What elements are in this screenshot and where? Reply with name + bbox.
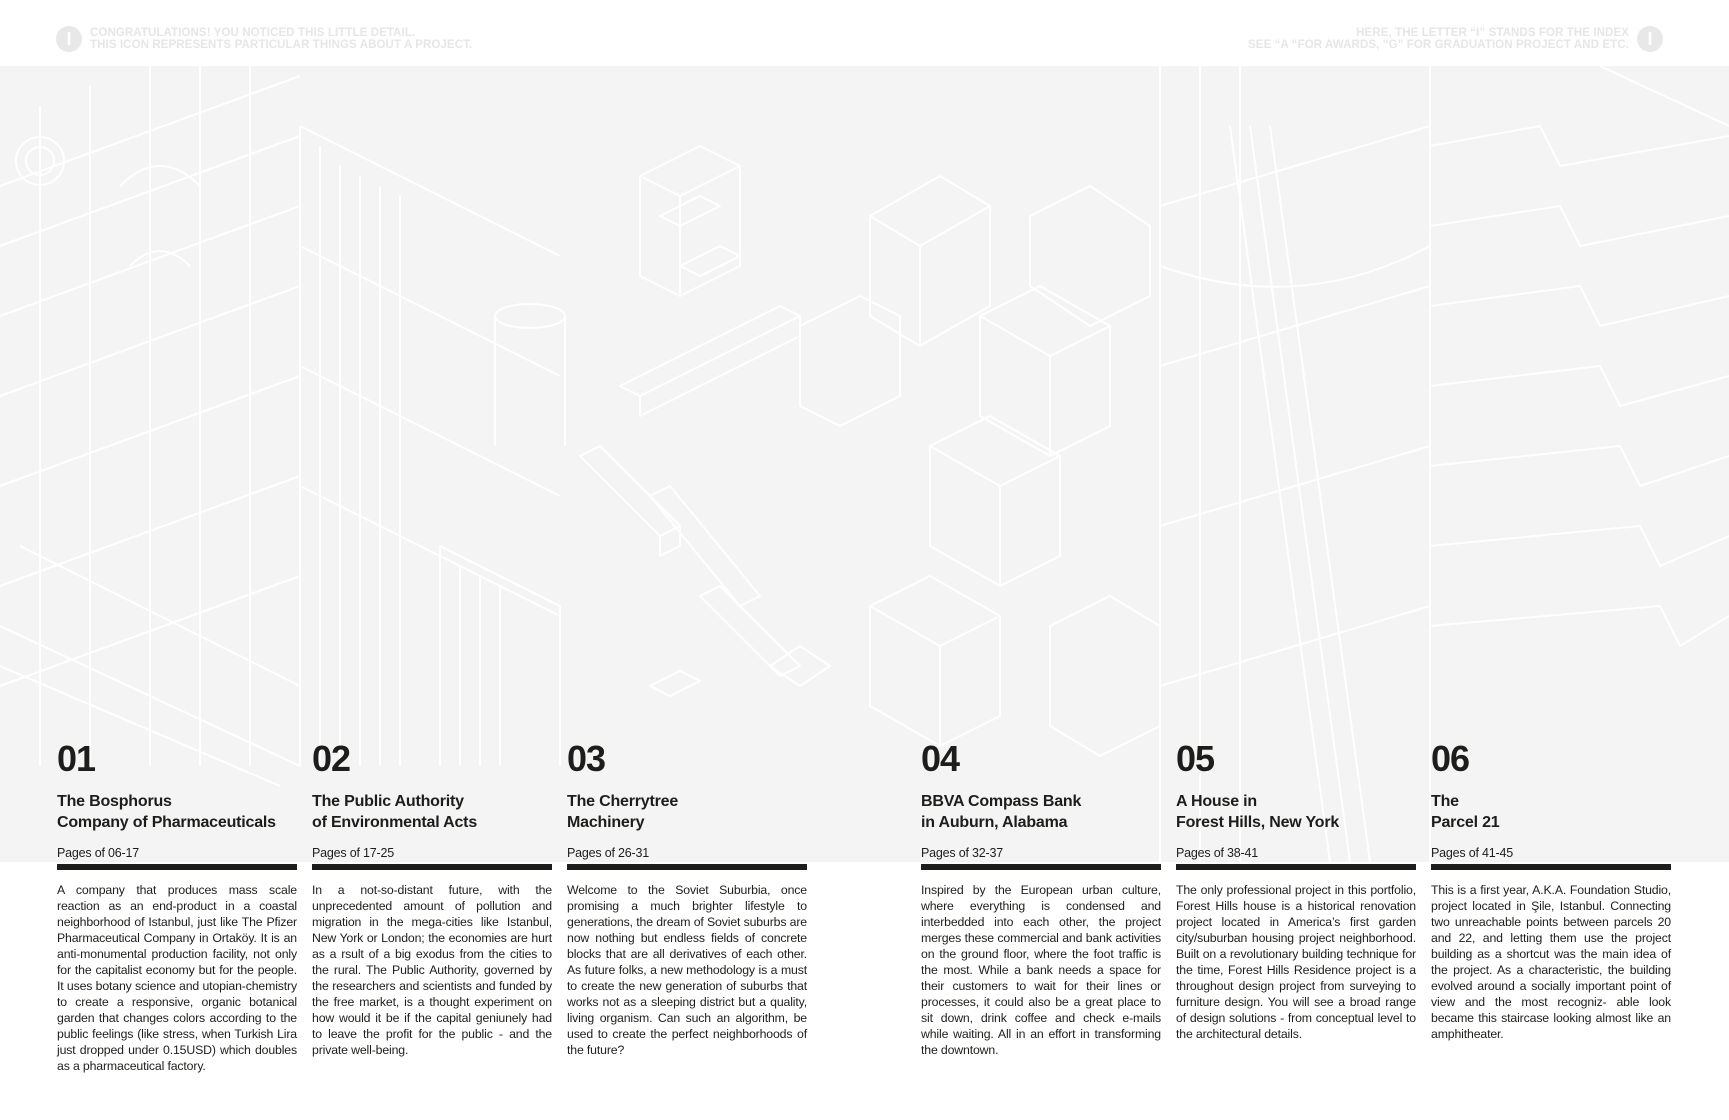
project-title xyxy=(567,791,807,833)
project-title-line1: The Cherrytree xyxy=(567,793,679,810)
project-title xyxy=(921,791,1161,833)
project-pages: Pages of 17-25 xyxy=(312,846,394,860)
project-description: A company that produces mass scale reaction as an end-product in a coastal neighborhood of Istanbul, just like The Pfizer Pharmaceutical Company in Ortaköy. It is an anti-monumental production facility, not only for the capitalist economy but for the people. It uses botany science and utopian-chemistry to create a responsive, organic botanical garden that changes colors according to the public feelings (like stress, when Turkish Lira just dropped under 0.15USD) which doubles as a pharmaceutical factory. xyxy=(57,883,297,1073)
divider-bar xyxy=(567,864,807,870)
project-column-04 xyxy=(921,735,1161,1058)
info-i-icon: I xyxy=(56,26,82,52)
top-note-right xyxy=(1248,26,1663,52)
top-note-left-text xyxy=(90,27,472,51)
project-title-line2: Company of Pharmaceuticals xyxy=(57,814,276,831)
top-note-left-line1: CONGRATULATIONS! YOU NOTICED THIS LITTLE DETAIL. xyxy=(90,27,416,39)
top-note-right-text xyxy=(1248,27,1629,51)
project-description: The only professional project in this portfolio, Forest Hills house is a historical renovation project located in America’s first garden city/suburban housing project neighborhood. Built on a revolutionary building technique for the time, Forest Hills Residence project is a throughout design project from surveying to furniture design. You will see a broad range of design solutions - from conceptual level to the architectural details. xyxy=(1176,883,1416,1041)
drawing-panel-1 xyxy=(0,66,300,786)
project-title-line1: The Public Authority xyxy=(312,793,464,810)
project-column-01 xyxy=(57,735,297,1074)
divider-bar xyxy=(1431,864,1671,870)
project-title xyxy=(57,791,297,833)
project-number: 03 xyxy=(567,738,606,779)
project-pages: Pages of 38-41 xyxy=(1176,846,1258,860)
divider-bar xyxy=(921,864,1161,870)
divider-bar xyxy=(312,864,552,870)
project-number: 02 xyxy=(312,738,351,779)
project-description: In a not-so-distant future, with the unprecedented amount of pollution and migration in the mega-cities like Istanbul, New York or London; the economies are hurt as a rsult of a big exodus from the cities to the rural. The Public Authority, governed by the researchers and scientists and funded by the free market, is a thought experiment on how would it be if the capital geniunely had to leave the profit for the public - and the private well-being. xyxy=(312,883,552,1057)
project-title-line2: of Environmental Acts xyxy=(312,814,478,831)
project-number: 06 xyxy=(1431,738,1470,779)
top-note-left xyxy=(56,26,472,52)
project-pages: Pages of 06-17 xyxy=(57,846,139,860)
top-note-right-line2: SEE “A “FOR AWARDS, “G” FOR GRADUATION PROJECT AND ETC. xyxy=(1248,39,1629,51)
project-title-line1: The xyxy=(1431,793,1459,810)
project-title-line1: A House in xyxy=(1176,793,1257,810)
drawing-panel-4 xyxy=(800,176,1160,756)
project-column-02 xyxy=(312,735,552,1058)
drawing-panel-3 xyxy=(580,146,830,696)
project-description: Inspired by the European urban culture, where everything is condensed and interbedded into each other, the project merges these commercial and bank activities on the ground floor, where the foot traffic is the most. While a bank needs a space for their customers to wait for their lines or processes, it could also be a great place to sit down, drink coffee and check e-mails while waiting. All in an effort in transforming the downtown. xyxy=(921,883,1161,1057)
project-title-line1: The Bosphorus xyxy=(57,793,172,810)
divider-bar xyxy=(1176,864,1416,870)
divider-bar xyxy=(57,864,297,870)
project-title xyxy=(1176,791,1416,833)
project-column-06 xyxy=(1431,735,1671,1042)
project-description: This is a first year, A.K.A. Foundation Studio, project located in Şile, Istanbul. Connecting two unreachable points between parcels 20 and 22, and letting them use the project building as a shortcut was the main idea of the project. As a characteristic, the building evolved around a socially important point of view and the most recogniz- able look became this staircase looking almost like an amphitheater. xyxy=(1431,883,1671,1041)
project-title-line2: in Auburn, Alabama xyxy=(921,814,1068,831)
info-i-icon: I xyxy=(1637,26,1663,52)
project-title-line2: Parcel 21 xyxy=(1431,814,1500,831)
top-note-right-line1: HERE, THE LETTER “I” STANDS FOR THE INDEX xyxy=(1356,27,1629,39)
project-pages: Pages of 26-31 xyxy=(567,846,649,860)
project-description: Welcome to the Soviet Suburbia, once promising a much brighter lifestyle to generations, the dream of Soviet suburbs are now nothing but endless fields of concrete blocks that are all derivatives of each other. As future folks, a new methodology is a must to create the new generation of suburbs that works not as a sleeping district but a quality, living organism. Can such an algorithm, be used to create the perfect neighborhoods of the future? xyxy=(567,883,807,1057)
top-note-left-line2: THIS ICON REPRESENTS PARTICULAR THINGS ABOUT A PROJECT. xyxy=(90,39,473,51)
project-title-line2: Machinery xyxy=(567,814,645,831)
project-number: 05 xyxy=(1176,738,1215,779)
drawing-panel-2 xyxy=(300,126,565,766)
project-title-line2: Forest Hills, New York xyxy=(1176,814,1340,831)
project-title-line1: BBVA Compass Bank xyxy=(921,793,1082,810)
project-column-03 xyxy=(567,735,807,1058)
project-pages: Pages of 41-45 xyxy=(1431,846,1513,860)
project-pages: Pages of 32-37 xyxy=(921,846,1003,860)
project-title xyxy=(1431,791,1671,833)
project-title xyxy=(312,791,552,833)
project-number: 01 xyxy=(57,738,96,779)
project-number: 04 xyxy=(921,738,960,779)
project-column-05 xyxy=(1176,735,1416,1042)
